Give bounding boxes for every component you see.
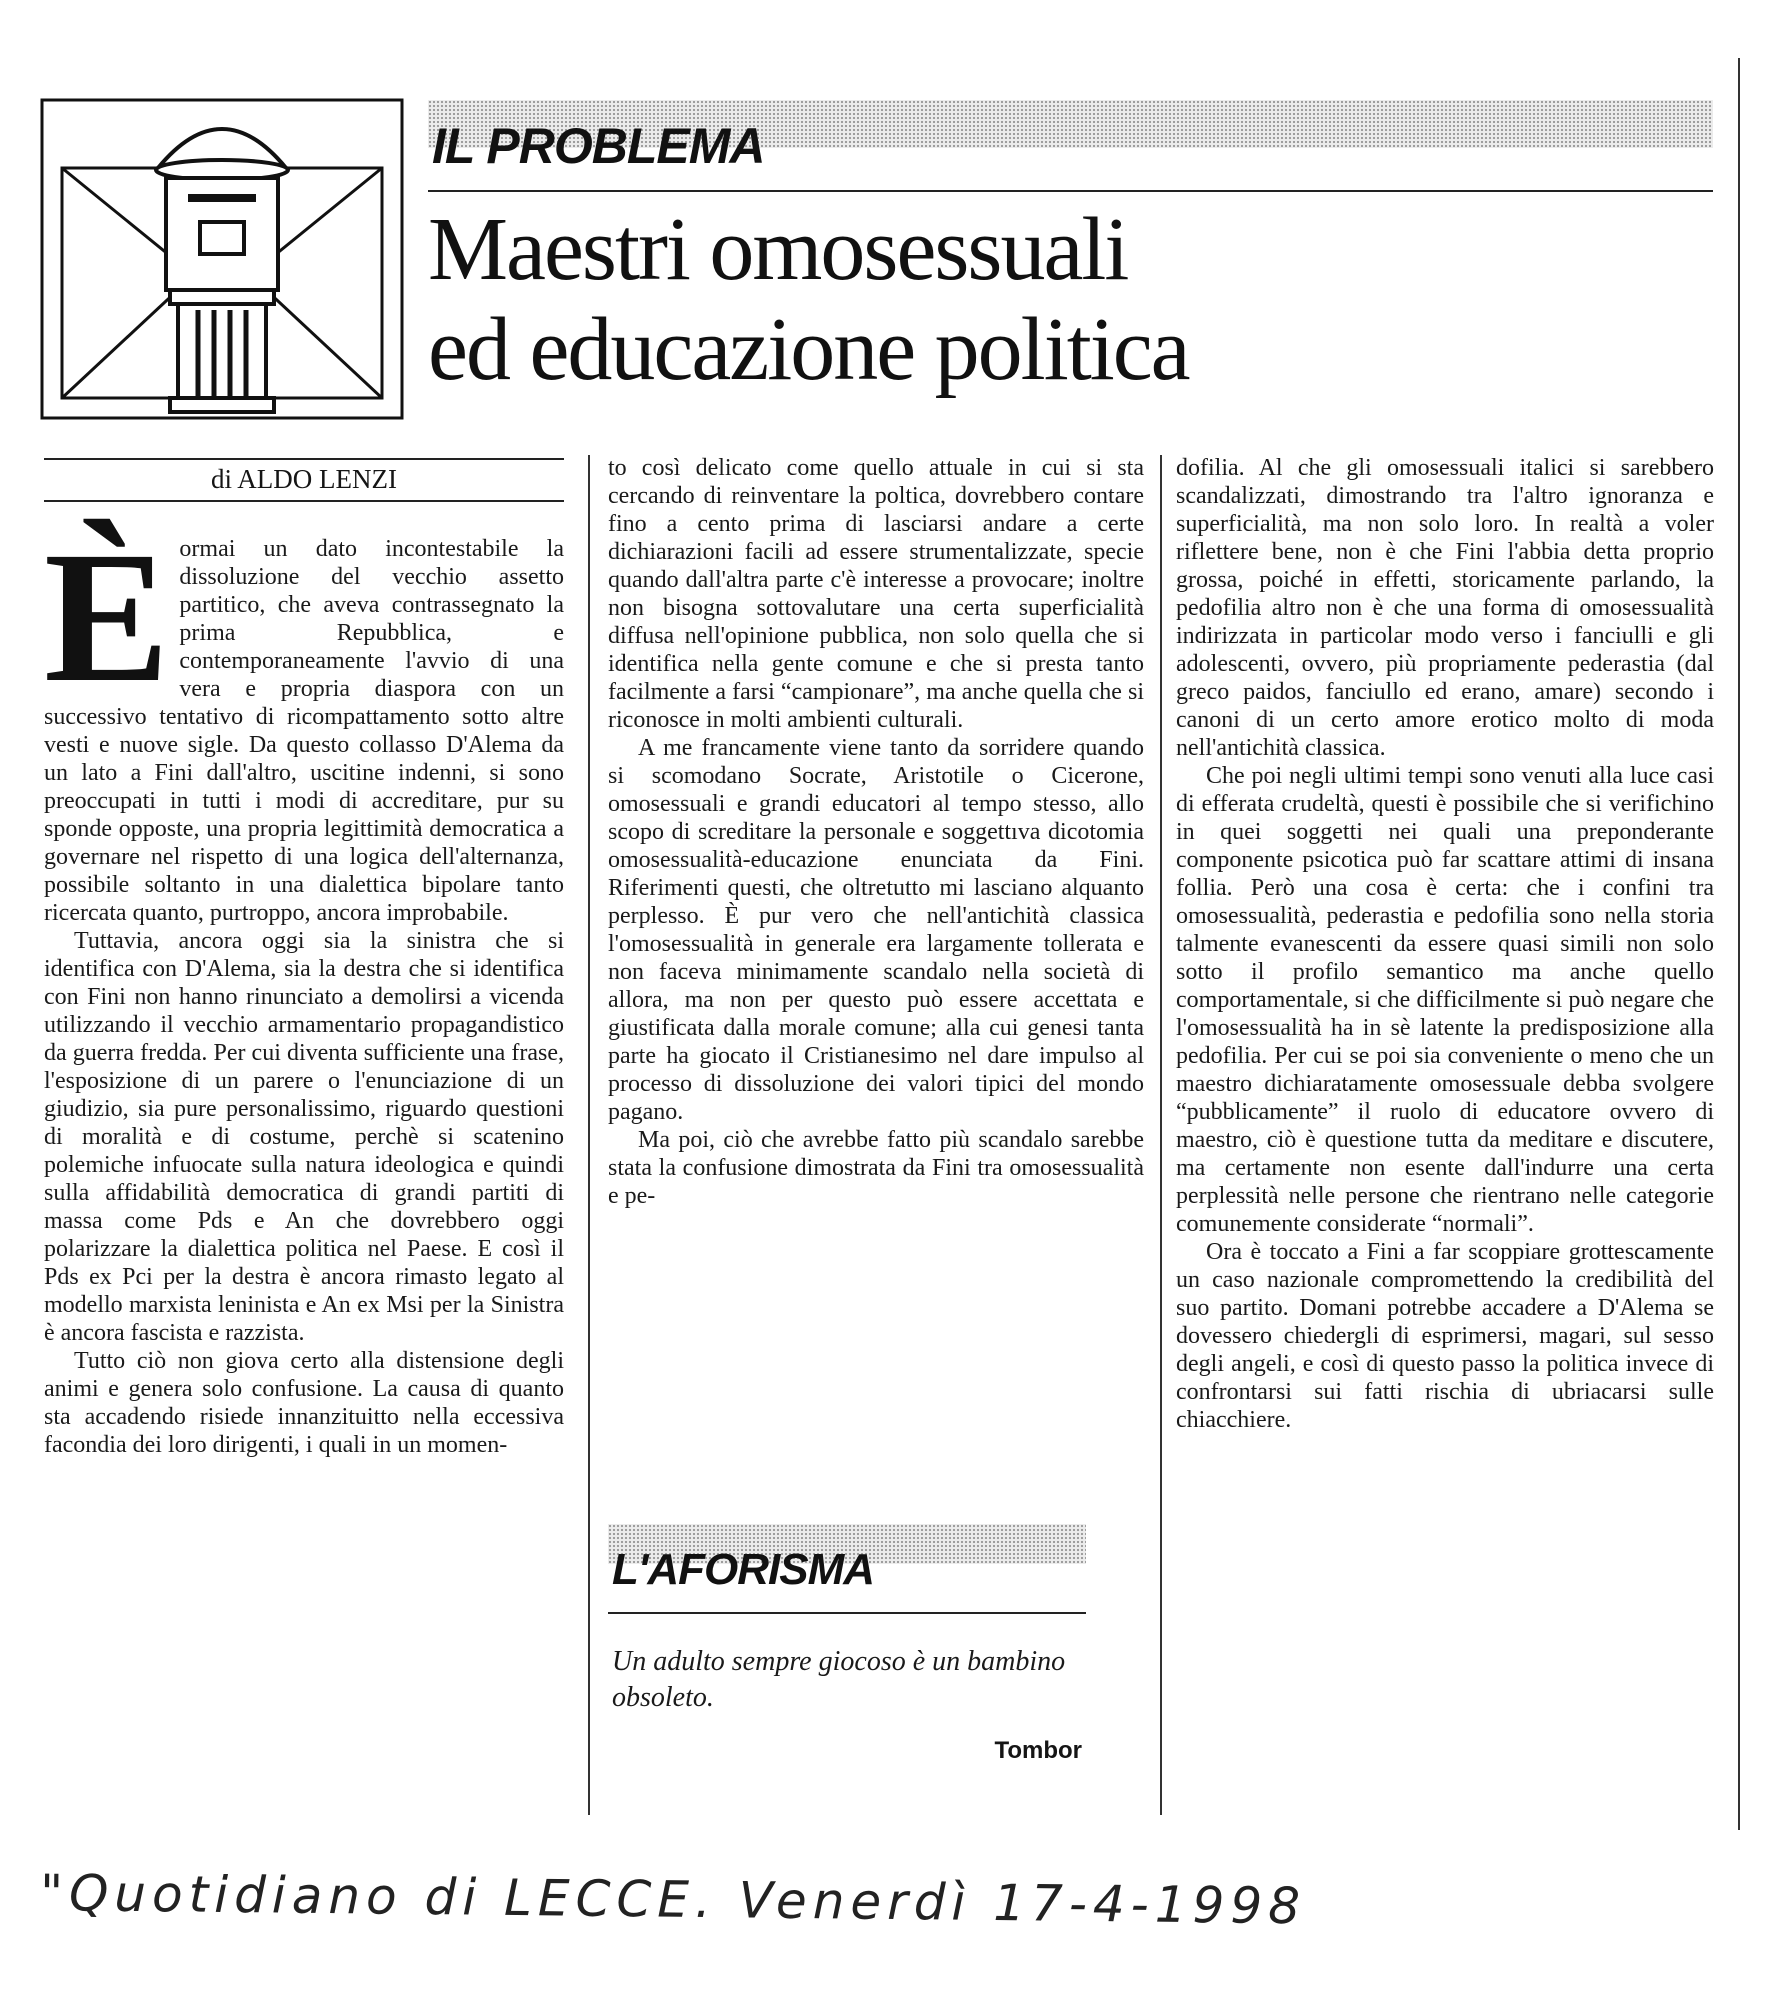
byline-rule-bottom bbox=[44, 500, 564, 502]
paragraph: dofilia. Al che gli omosessuali italici si sarebbero scandalizzati, dimostrando tra l'altro ignoranza e superficialità, ma non solo loro. In realtà a voler riflettere bene, non è che Fini l'abbia detta proprio grossa, poiché in effetti, storicamente parlando, la pedofilia altro non è che una forma di omosessualità indirizzata in particolar modo verso i fanciulli e gli adolescenti, ovvero, più propriamente pederastia (dal greco paidos, fanciullo ed erano, amare) secondo i canoni di un certo amore erotico molto di moda nell'antichità classica. bbox=[1176, 455, 1714, 761]
paragraph: Ora è toccato a Fini a far scoppiare grottescamente un caso nazionale compromettendo la credibilità del suo partito. Domani potrebbe accadere a D'Alema se dovessero chiedergli di esprimersi, magari, sul sesso degli angeli, e così di questo passo la politica invece di confrontarsi sui fatti rischia di ubriacarsi sulle chiacchiere. bbox=[1176, 1239, 1714, 1433]
section-kicker: IL PROBLEMA bbox=[432, 118, 765, 174]
drop-cap: È bbox=[44, 512, 170, 721]
article-column-2 bbox=[608, 454, 1144, 1210]
aforisma-rule bbox=[608, 1612, 1086, 1614]
paragraph: Tuttavia, ancora oggi sia la sinistra che si identifica con D'Alema, sia la destra che si identifica con Fini non hanno rinunciato a demolirsi a vicenda utilizzando il vecchio armamentario propagandistico da guerra fredda. Per cui diventa sufficiente una frase, l'esposizione di un parere o l'enunciazione di un giudizio, sia pure personalissimo, riguardo questioni di moralità e di costume, perchè si scatenino polemiche infuocate sulla natura ideologica e quindi sulla affidabilità democratica di grandi partiti di massa come Pds e An che dovrebbero oggi polarizzare la dialettica politica nel Paese. E così il Pds ex Pci per la destra è ancora rimasto legato al modello marxista leninista e An ex Msi per la Sinistra è ancora fascista e razzista. bbox=[44, 928, 564, 1346]
article-column-3 bbox=[1176, 454, 1714, 1434]
title-line-2: ed educazione politica bbox=[428, 300, 1189, 399]
paragraph: Ma poi, ciò che avrebbe fatto più scandalo sarebbe stata la confusione dimostrata da Fini tra omosessualità e pe- bbox=[608, 1127, 1144, 1209]
paragraph: ormai un dato incontestabile la dissoluzione del vecchio assetto partitico, che aveva contrassegnato la prima Repubblica, e contemporaneamente l'avvio di una vera e propria diaspora con un successivo tentativo di ricompattamento sotto altre vesti e nuove sigle. Da questo collasso D'Alema da un lato a Fini dall'altro, uscitine indenni, si sono preoccupati in tutti i modi di accreditare, pur su sponde opposte, una propria legittimità democratica a governare nel rispetto di una logica dell'alternanza, possibile soltanto in una dialettica bipolare tanto ricercata quanto, purtroppo, ancora improbabile. bbox=[44, 536, 564, 926]
paragraph: Tutto ciò non giova certo alla distensione degli animi e genera solo confusione. La causa di quanto sta accadendo risiede innanzituitto nella eccessiva facondia dei loro dirigenti, i quali in un momen- bbox=[44, 1348, 564, 1458]
byline: di ALDO LENZI bbox=[211, 464, 397, 494]
page-right-rule bbox=[1738, 58, 1740, 1830]
paragraph: to così delicato come quello attuale in cui si sta cercando di reinventare la poltica, dovrebbero contare fino a cento prima di lasciarsi andare a certe dichiarazioni facili ad essere strumentalizzate, specie quando dall'altra parte c'è interesse a provocare; inoltre non bisogna sottovalutare una certa superficialità diffusa nell'opinione pubblica, non solo quella che si identifica nella gente comune e che si presta tanto facilmente a farsi “campionare”, ma anche quella che si riconosce in molti ambienti culturali. bbox=[608, 455, 1144, 733]
article-column-1 bbox=[44, 512, 564, 1459]
column-rule-1 bbox=[588, 455, 590, 1815]
kicker-rule bbox=[428, 190, 1713, 192]
paragraph: A me francamente viene tanto da sorridere quando si scomodano Socrate, Aristotile o Cicerone, omosessuali e grandi educatori al tempo stesso, allo scopo di screditare la personale e soggettıva dicotomia omosessualità-educazione enunciata da Fini. Riferimenti questi, che oltretutto mi lasciano alquanto perplesso. È pur vero che nell'antichità classica l'omosessualità in generale era largamente tollerata e non faceva minimamente scandalo nella società di allora, ma non per questo può essere accettata e giustificata dalla morale comune; alla cui genesi tanta parte ha giocato il Cristianesimo nel dare impulso al processo di dissoluzione dei valori tipici del mondo pagano. bbox=[608, 735, 1144, 1125]
column-rule-2 bbox=[1160, 455, 1162, 1815]
title-line-1: Maestri omosessuali bbox=[428, 200, 1128, 299]
aforisma-heading: L'AFORISMA bbox=[612, 1545, 874, 1594]
aforisma-quote: Un adulto sempre giocoso è un bambino obsoleto. bbox=[612, 1646, 1066, 1713]
aforisma-author: Tombor bbox=[994, 1737, 1082, 1764]
handwritten-source-note: "Quotidiano di LECCE. Venerdì 17-4-1998 bbox=[39, 1864, 1307, 1936]
paragraph: Che poi negli ultimi tempi sono venuti alla luce casi di efferata crudeltà, questi è possibile che si verifichino in quei soggetti nei quali una preponderante componente psicotica può far scattare attimi di insana follia. Però una cosa è certa: che i confini tra omosessualità, pederastia e pedofilia sono nella storia talmente evanescenti da essere quasi simili non solo sotto il profilo semantico ma anche quello comportamentale, si che difficilmente si può negare che l'omosessualità ha in sè latente la predisposizione alla pedofilia. Per cui se poi sia conveniente o meno che un maestro dichiaratamente omosessuale debba svolgere “pubblicamente” il ruolo di educatore ovvero di maestro, ciò è questione tutta da meditare e discutere, ma certamente non esente dall'indurre una certa perplessità nelle persone che rientrano nelle categorie comunemente considerate “normali”. bbox=[1176, 763, 1714, 1237]
article-title bbox=[428, 200, 1678, 400]
mailbox-envelope-icon bbox=[40, 98, 404, 420]
byline-rule-top bbox=[44, 458, 564, 460]
